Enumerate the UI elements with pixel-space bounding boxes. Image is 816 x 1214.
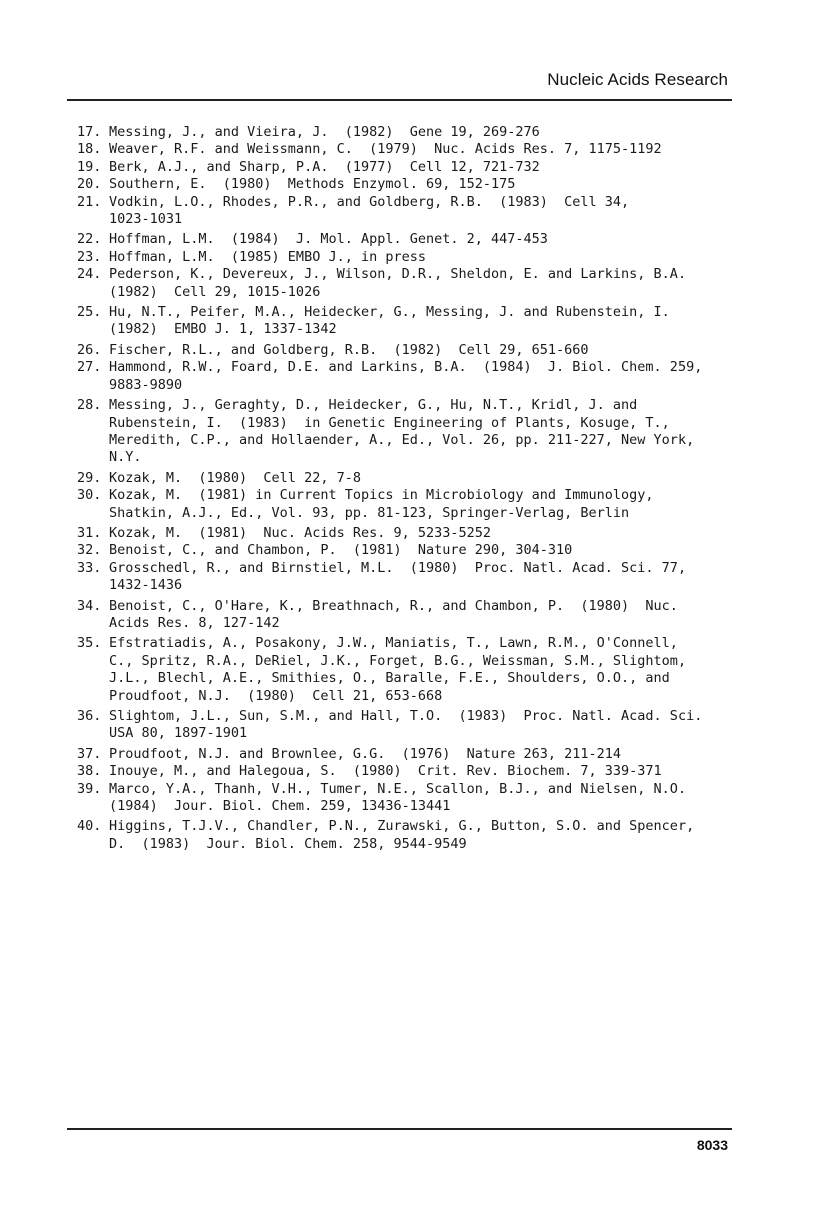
reference-text bbox=[109, 470, 732, 487]
reference-number: 23. bbox=[77, 248, 102, 265]
header-divider bbox=[67, 99, 732, 101]
reference-text bbox=[109, 781, 732, 816]
reference-item bbox=[77, 470, 732, 487]
reference-line: J.L., Blechl, A.E., Smithies, O., Baralle, F.E., Shoulders, O.O., and bbox=[109, 670, 670, 687]
reference-line: Hu, N.T., Peifer, M.A., Heidecker, G., Messing, J. and Rubenstein, I. bbox=[109, 304, 670, 321]
reference-item bbox=[77, 708, 732, 743]
reference-line: Benoist, C., and Chambon, P. (1981) Nature 290, 304-310 bbox=[109, 542, 573, 559]
reference-text bbox=[109, 542, 732, 559]
reference-line: Shatkin, A.J., Ed., Vol. 93, pp. 81-123, Springer-Verlag, Berlin bbox=[109, 504, 630, 521]
reference-line: Southern, E. (1980) Methods Enzymol. 69, 152-175 bbox=[109, 176, 516, 193]
reference-text bbox=[109, 635, 732, 705]
reference-text bbox=[109, 342, 732, 359]
reference-text bbox=[109, 708, 732, 743]
reference-line: Kozak, M. (1980) Cell 22, 7-8 bbox=[109, 469, 361, 486]
reference-list bbox=[77, 124, 732, 853]
reference-item bbox=[77, 141, 732, 158]
reference-text bbox=[109, 141, 732, 158]
reference-line: Efstratiadis, A., Posakony, J.W., Maniatis, T., Lawn, R.M., O'Connell, bbox=[109, 635, 678, 652]
reference-number: 26. bbox=[77, 341, 102, 358]
reference-item bbox=[77, 746, 732, 763]
reference-number: 19. bbox=[77, 158, 102, 175]
reference-line: Inouye, M., and Halegoua, S. (1980) Crit. Rev. Biochem. 7, 339-371 bbox=[109, 763, 662, 780]
reference-item bbox=[77, 542, 732, 559]
reference-line: USA 80, 1897-1901 bbox=[109, 725, 248, 742]
reference-line: N.Y. bbox=[109, 449, 142, 466]
reference-line: (1982) Cell 29, 1015-1026 bbox=[109, 283, 321, 300]
page-number: 8033 bbox=[696, 1137, 728, 1153]
reference-item bbox=[77, 560, 732, 595]
reference-line: (1984) Jour. Biol. Chem. 259, 13436-13441 bbox=[109, 798, 451, 815]
reference-number: 22. bbox=[77, 231, 102, 248]
reference-number: 25. bbox=[77, 304, 102, 321]
reference-line: Weaver, R.F. and Weissmann, C. (1979) Nuc. Acids Res. 7, 1175-1192 bbox=[109, 141, 662, 158]
reference-text bbox=[109, 266, 732, 301]
reference-text bbox=[109, 194, 732, 229]
reference-line: Kozak, M. (1981) in Current Topics in Microbiology and Immunology, bbox=[109, 487, 654, 504]
reference-number: 27. bbox=[77, 359, 102, 376]
reference-number: 39. bbox=[77, 780, 102, 797]
reference-item bbox=[77, 781, 732, 816]
reference-line: Hoffman, L.M. (1985) EMBO J., in press bbox=[109, 248, 426, 265]
reference-number: 29. bbox=[77, 469, 102, 486]
reference-item bbox=[77, 763, 732, 780]
reference-text bbox=[109, 176, 732, 193]
reference-number: 35. bbox=[77, 635, 102, 652]
reference-item bbox=[77, 525, 732, 542]
reference-item bbox=[77, 487, 732, 522]
reference-line: Messing, J., Geraghty, D., Heidecker, G., Hu, N.T., Kridl, J. and bbox=[109, 397, 638, 414]
reference-number: 40. bbox=[77, 818, 102, 835]
reference-text bbox=[109, 487, 732, 522]
reference-item bbox=[77, 304, 732, 339]
reference-line: Meredith, C.P., and Hollaender, A., Ed., Vol. 26, pp. 211-227, New York, bbox=[109, 431, 695, 448]
reference-text bbox=[109, 598, 732, 633]
reference-text bbox=[109, 560, 732, 595]
reference-number: 31. bbox=[77, 524, 102, 541]
reference-number: 24. bbox=[77, 266, 102, 283]
reference-item bbox=[77, 159, 732, 176]
reference-text bbox=[109, 304, 732, 339]
reference-item bbox=[77, 266, 732, 301]
reference-line: Benoist, C., O'Hare, K., Breathnach, R., and Chambon, P. (1980) Nuc. bbox=[109, 597, 678, 614]
reference-text bbox=[109, 818, 732, 853]
footer-divider bbox=[67, 1128, 732, 1130]
reference-text bbox=[109, 159, 732, 176]
reference-number: 20. bbox=[77, 176, 102, 193]
reference-text bbox=[109, 124, 732, 141]
reference-text bbox=[109, 746, 732, 763]
reference-text bbox=[109, 249, 732, 266]
reference-line: Hammond, R.W., Foard, D.E. and Larkins, B.A. (1984) J. Biol. Chem. 259, bbox=[109, 359, 703, 376]
reference-line: C., Spritz, R.A., DeRiel, J.K., Forget, B.G., Weissman, S.M., Slightom, bbox=[109, 652, 687, 669]
reference-line: Berk, A.J., and Sharp, P.A. (1977) Cell 12, 721-732 bbox=[109, 158, 540, 175]
reference-number: 34. bbox=[77, 597, 102, 614]
reference-item bbox=[77, 818, 732, 853]
reference-item bbox=[77, 176, 732, 193]
reference-number: 17. bbox=[77, 124, 102, 140]
reference-line: Vodkin, L.O., Rhodes, P.R., and Goldberg, R.B. (1983) Cell 34, bbox=[109, 193, 630, 210]
reference-item bbox=[77, 249, 732, 266]
reference-line: 1432-1436 bbox=[109, 577, 183, 594]
reference-line: Fischer, R.L., and Goldberg, R.B. (1982) Cell 29, 651-660 bbox=[109, 341, 589, 358]
reference-text bbox=[109, 359, 732, 394]
reference-number: 37. bbox=[77, 745, 102, 762]
reference-number: 18. bbox=[77, 141, 102, 158]
reference-item bbox=[77, 359, 732, 394]
reference-number: 38. bbox=[77, 763, 102, 780]
reference-number: 33. bbox=[77, 559, 102, 576]
reference-line: 9883-9890 bbox=[109, 376, 183, 393]
reference-line: Acids Res. 8, 127-142 bbox=[109, 614, 280, 631]
reference-item bbox=[77, 598, 732, 633]
reference-text bbox=[109, 231, 732, 248]
reference-number: 36. bbox=[77, 708, 102, 724]
reference-item bbox=[77, 194, 732, 229]
reference-line: Slightom, J.L., Sun, S.M., and Hall, T.O. (1983) Proc. Natl. Acad. Sci. bbox=[109, 708, 703, 724]
reference-line: (1982) EMBO J. 1, 1337-1342 bbox=[109, 321, 337, 338]
reference-line: Grosschedl, R., and Birnstiel, M.L. (1980) Proc. Natl. Acad. Sci. 77, bbox=[109, 559, 687, 576]
reference-text bbox=[109, 763, 732, 780]
reference-number: 28. bbox=[77, 397, 102, 414]
reference-line: D. (1983) Jour. Biol. Chem. 258, 9544-9549 bbox=[109, 835, 467, 852]
reference-line: Rubenstein, I. (1983) in Genetic Engineering of Plants, Kosuge, T., bbox=[109, 414, 670, 431]
reference-line: Proudfoot, N.J. (1980) Cell 21, 653-668 bbox=[109, 687, 443, 704]
reference-line: 1023-1031 bbox=[109, 211, 183, 228]
reference-text bbox=[109, 397, 732, 467]
reference-number: 30. bbox=[77, 487, 102, 504]
reference-line: Higgins, T.J.V., Chandler, P.N., Zurawski, G., Button, S.O. and Spencer, bbox=[109, 818, 695, 835]
reference-line: Kozak, M. (1981) Nuc. Acids Res. 9, 5233-5252 bbox=[109, 524, 492, 541]
reference-line: Pederson, K., Devereux, J., Wilson, D.R., Sheldon, E. and Larkins, B.A. bbox=[109, 266, 687, 283]
journal-title: Nucleic Acids Research bbox=[547, 70, 728, 89]
reference-item bbox=[77, 124, 732, 141]
reference-line: Hoffman, L.M. (1984) J. Mol. Appl. Genet. 2, 447-453 bbox=[109, 231, 548, 248]
reference-text bbox=[109, 525, 732, 542]
reference-line: Marco, Y.A., Thanh, V.H., Tumer, N.E., Scallon, B.J., and Nielsen, N.O. bbox=[109, 780, 687, 797]
reference-number: 21. bbox=[77, 193, 102, 210]
reference-line: Proudfoot, N.J. and Brownlee, G.G. (1976) Nature 263, 211-214 bbox=[109, 745, 622, 762]
reference-item bbox=[77, 342, 732, 359]
reference-number: 32. bbox=[77, 542, 102, 559]
reference-item bbox=[77, 231, 732, 248]
reference-item bbox=[77, 397, 732, 467]
reference-item bbox=[77, 635, 732, 705]
reference-line: Messing, J., and Vieira, J. (1982) Gene 19, 269-276 bbox=[109, 124, 540, 140]
